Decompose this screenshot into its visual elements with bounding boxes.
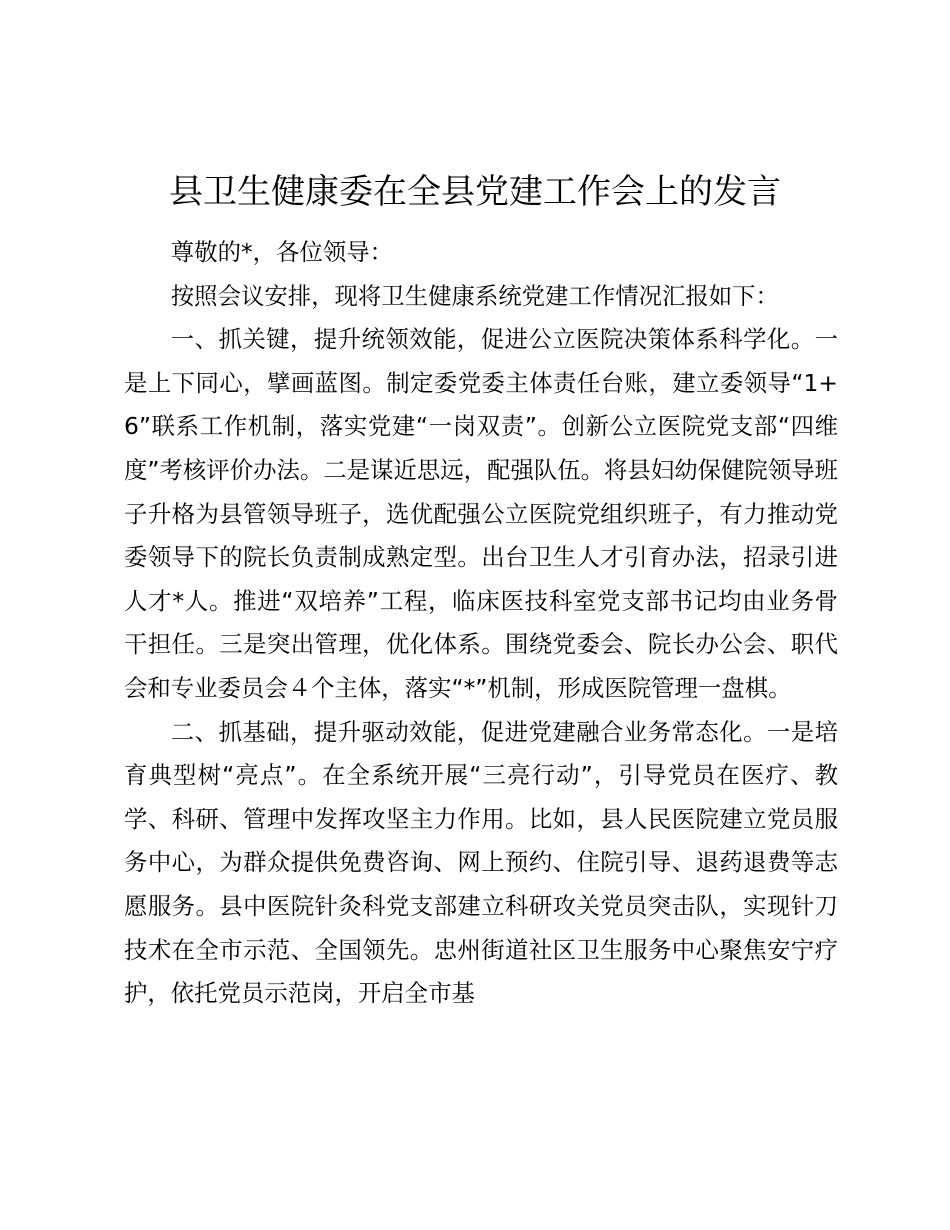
- document-body: [124, 231, 838, 1016]
- section-one-paragraph: 一、抓关键，提升统领效能，促进公立医院决策体系科学化。一是上下同心，擘画蓝图。制定委党委主体责任台账，建立委领导“1+6”联系工作机制，落实党建“一岗双责”。创新公立医院党支部“四维度”考核评价办法。二是谋近思远，配强队伍。将县妇幼保健院领导班子升格为县管领导班子，选优配强公立医院党组织班子，有力推动党委领导下的院长负责制成熟定型。出台卫生人才引育办法，招录引进人才*人。推进“双培养”工程，临床医技科室党支部书记均由业务骨干担任。三是突出管理，优化体系。围绕党委会、院长办公会、职代会和专业委员会４个主体，落实“*”机制，形成医院管理一盘棋。: [124, 325, 838, 702]
- section-two-paragraph: 二、抓基础，提升驱动效能，促进党建融合业务常态化。一是培育典型树“亮点”。在全系统开展“三亮行动”，引导党员在医疗、教学、科研、管理中发挥攻坚主力作用。比如，县人民医院建立党员服务中心，为群众提供免费咨询、网上预约、住院引导、退药退费等志愿服务。县中医院针灸科党支部建立科研攻关党员突击队，实现针刀技术在全市示范、全国领先。忠州街道社区卫生服务中心聚焦安宁疗护，依托党员示范岗，开启全市基: [124, 717, 838, 1008]
- document-title: 县卫生健康委在全县党建工作会上的发言: [169, 172, 781, 212]
- greeting-paragraph: 尊敬的*，各位领导：: [170, 238, 394, 266]
- intro-paragraph: 按照会议安排，现将卫生健康系统党建工作情况汇报如下：: [170, 281, 779, 310]
